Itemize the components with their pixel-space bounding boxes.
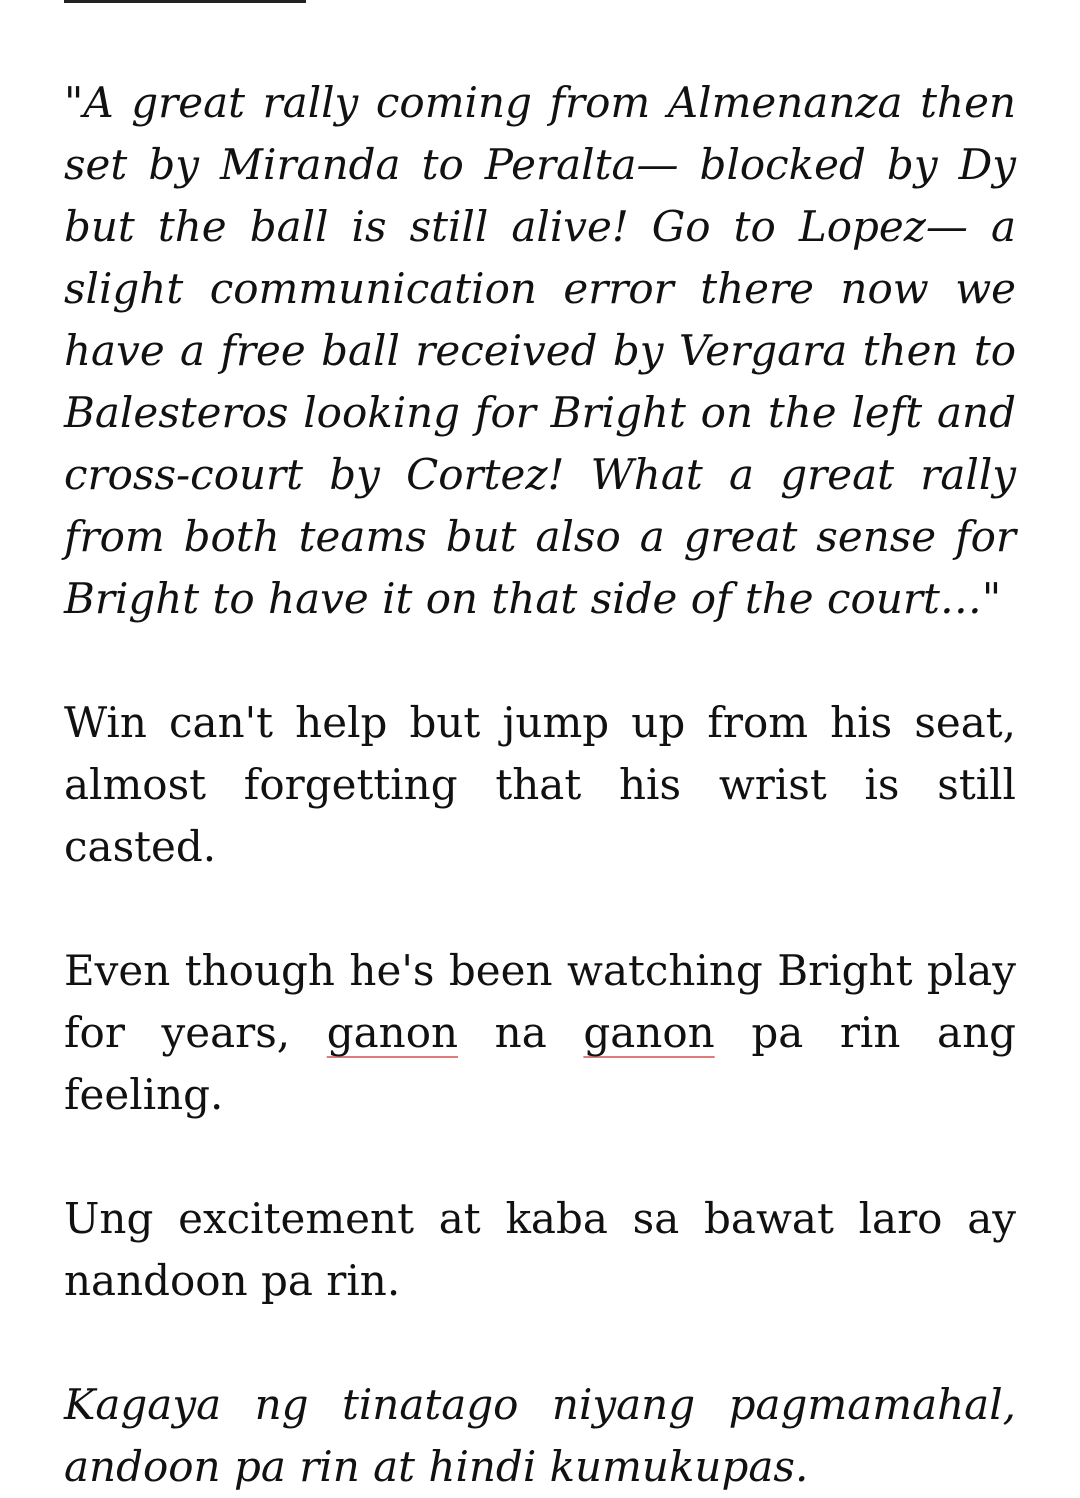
spellcheck-flagged-word[interactable]: ganon — [583, 1008, 715, 1057]
paragraph-commentary-quote: "A great rally coming from Almenanza then set by Miranda to Peralta— blocked by Dy but the ball is still alive! Go to Lopez— a slight communication error there now we have a free ball received by Vergara then to Balesteros looking for Bright on the left and cross-court by Cortez! What a great rally from both teams but also a great sense for Bright to have it on that side of the court…" — [64, 78, 1016, 623]
text-segment: Even though he's been watching Bright play for years, — [64, 946, 1016, 1057]
paragraph-excitement: Ung excitement at kaba sa bawat laro ay nandoon pa rin. — [64, 1194, 1016, 1305]
paragraph-win-jumps: Win can't help but jump up from his seat, almost forgetting that his wrist is still casted. — [64, 698, 1016, 871]
document-body — [64, 72, 1016, 1498]
spellcheck-flagged-word[interactable]: ganon — [326, 1008, 459, 1057]
text-segment: pa rin ang feeling. — [64, 1008, 1017, 1119]
text-segment: na — [458, 1008, 584, 1057]
paragraph-watching-bright — [64, 940, 1016, 1126]
top-divider — [64, 0, 306, 3]
paragraph-hidden-love: Kagaya ng tinatago niyang pagmamahal, andoon pa rin at hindi kumukupas. — [64, 1380, 1016, 1491]
